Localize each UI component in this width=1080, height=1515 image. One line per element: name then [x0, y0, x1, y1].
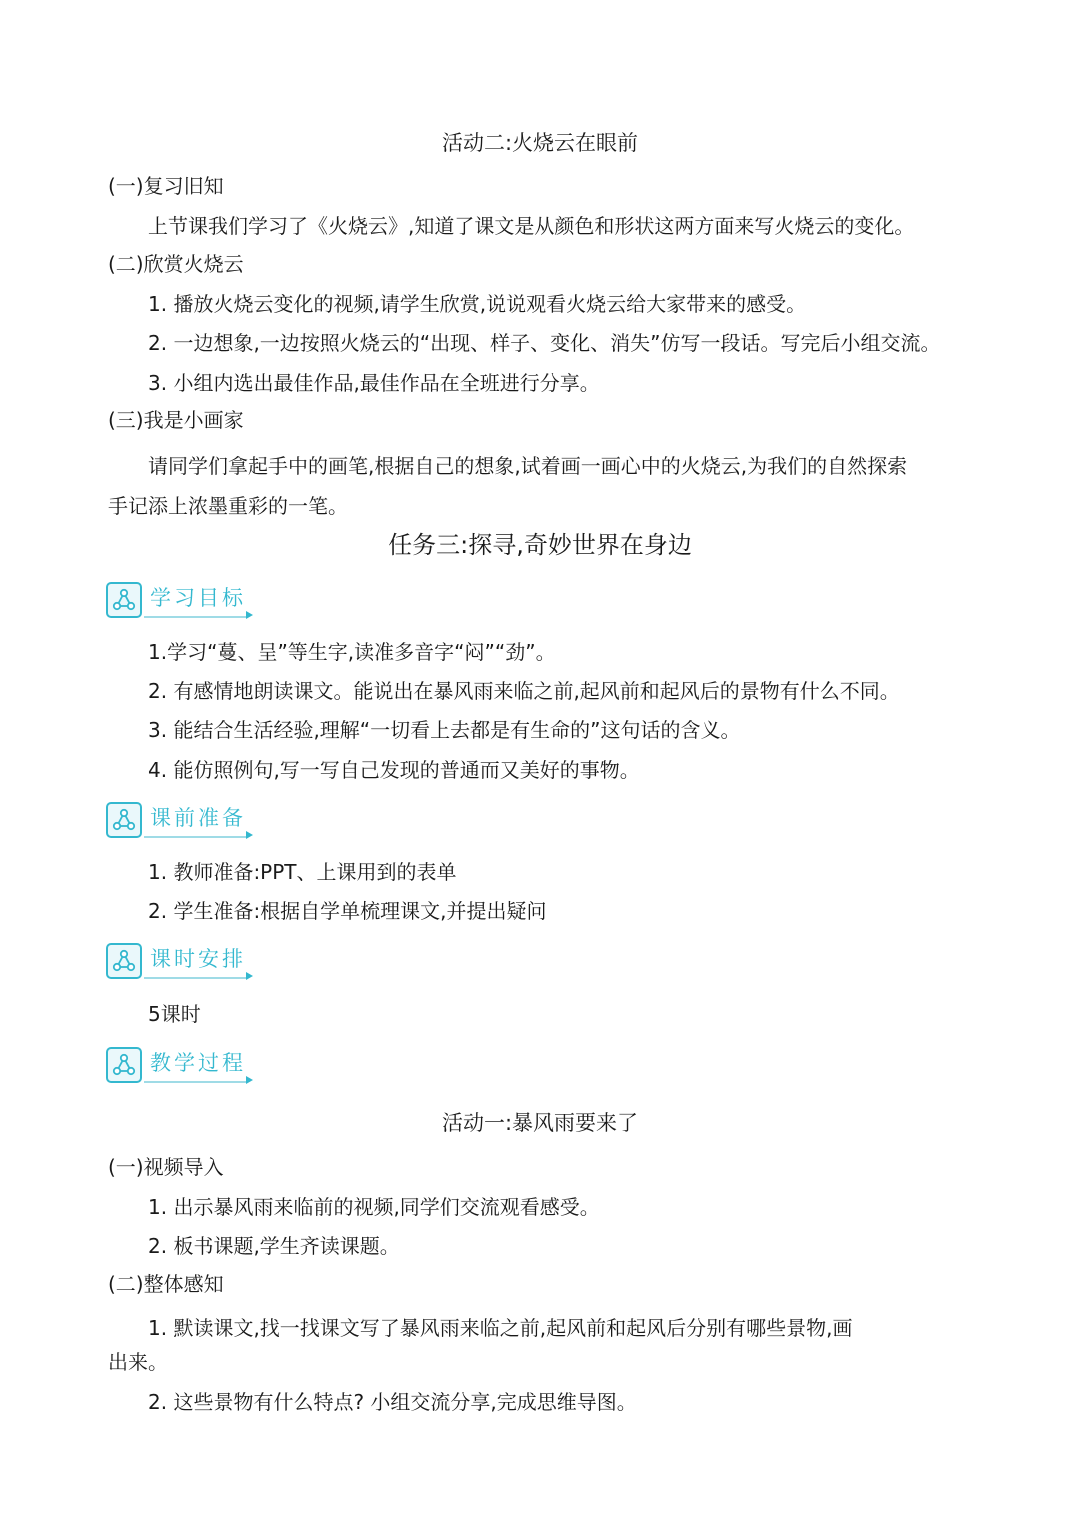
appreciate-item: 2. 一边想象,一边按照火烧云的“出现、样子、变化、消失”仿写一段话。写完后小组交流。 — [148, 331, 941, 355]
schedule-badge — [106, 941, 256, 981]
overall-item: 2. 这些景物有什么特点? 小组交流分享,完成思维导图。 — [148, 1390, 637, 1414]
review-heading: (一)复习旧知 — [108, 174, 224, 198]
molecule-icon — [112, 1053, 136, 1077]
badge-label: 学习目标 — [150, 586, 246, 610]
badge-label: 教学过程 — [150, 1051, 246, 1075]
activity-one-title: 活动一:暴风雨要来了 — [441, 1111, 639, 1135]
activity-two-title: 活动二:火烧云在眼前 — [441, 131, 639, 155]
molecule-icon — [112, 949, 136, 973]
painter-text-line1: 请同学们拿起手中的画笔,根据自己的想象,试着画一画心中的火烧云,为我们的自然探索 — [148, 454, 908, 478]
appreciate-item: 3. 小组内选出最佳作品,最佳作品在全班进行分享。 — [148, 371, 600, 395]
goal-item: 4. 能仿照例句,写一写自己发现的普通而又美好的事物。 — [148, 758, 640, 782]
video-intro-heading: (一)视频导入 — [108, 1155, 224, 1179]
overall-heading: (二)整体感知 — [108, 1272, 224, 1296]
prep-item: 2. 学生准备:根据自学单梳理课文,并提出疑问 — [148, 899, 547, 923]
painter-heading: (三)我是小画家 — [108, 408, 244, 432]
badge-label: 课前准备 — [150, 806, 246, 830]
molecule-icon — [112, 588, 136, 612]
painter-text-line2: 手记添上浓墨重彩的一笔。 — [108, 494, 348, 518]
video-intro-item: 2. 板书课题,学生齐读课题。 — [148, 1234, 400, 1258]
molecule-icon — [112, 808, 136, 832]
goal-item: 2. 有感情地朗读课文。能说出在暴风雨来临之前,起风前和起风后的景物有什么不同。 — [148, 679, 900, 703]
process-badge — [106, 1045, 256, 1085]
goal-item: 1.学习“蔓、呈”等生字,读准多音字“闷”“劲”。 — [148, 640, 556, 664]
appreciate-heading: (二)欣赏火烧云 — [108, 252, 244, 276]
video-intro-item: 1. 出示暴风雨来临前的视频,同学们交流观看感受。 — [148, 1195, 600, 1219]
goal-item: 3. 能结合生活经验,理解“一切看上去都是有生命的”这句话的含义。 — [148, 718, 741, 742]
prep-item: 1. 教师准备:PPT、上课用到的表单 — [148, 860, 457, 884]
review-text: 上节课我们学习了《火烧云》,知道了课文是从颜色和形状这两方面来写火烧云的变化。 — [148, 214, 915, 238]
learning-goals-badge — [106, 580, 256, 620]
schedule-text: 5课时 — [148, 1002, 201, 1026]
badge-label: 课时安排 — [150, 947, 246, 971]
overall-item-line1: 1. 默读课文,找一找课文写了暴风雨来临之前,起风前和起风后分别有哪些景物,画 — [148, 1316, 853, 1340]
task-three-title: 任务三:探寻,奇妙世界在身边 — [388, 531, 692, 559]
appreciate-item: 1. 播放火烧云变化的视频,请学生欣赏,说说观看火烧云给大家带来的感受。 — [148, 292, 807, 316]
preparation-badge — [106, 800, 256, 840]
overall-item-line2: 出来。 — [108, 1350, 168, 1374]
